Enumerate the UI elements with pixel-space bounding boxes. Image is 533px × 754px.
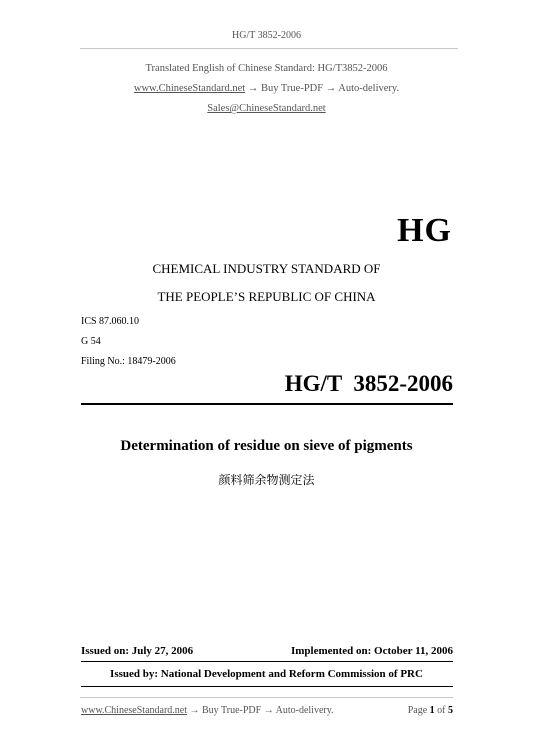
- header-divider: [80, 48, 458, 49]
- ccs-code: G 54: [81, 336, 101, 347]
- page-total: 5: [448, 705, 453, 716]
- issued-by: Issued by: National Development and Reform Commission of PRC: [110, 668, 423, 680]
- site-link[interactable]: www.ChineseStandard.net: [133, 83, 246, 94]
- page-label: Page: [407, 705, 428, 716]
- footer-divider: [80, 697, 453, 698]
- org-line-1: CHEMICAL INDUSTRY STANDARD OF: [152, 261, 381, 276]
- title-chinese: 颜料筛余物测定法: [218, 473, 315, 487]
- footer-promo-text: → Buy True-PDF → Auto-delivery.: [187, 705, 334, 716]
- title-english: Determination of residue on sieve of pigments: [120, 438, 413, 454]
- page-of: of: [437, 705, 446, 716]
- promo-line: [0, 83, 533, 94]
- issued-by-rule: [81, 686, 453, 687]
- email-line: [0, 103, 533, 114]
- page-indicator: [408, 705, 453, 716]
- footer-site-link[interactable]: www.ChineseStandard.net: [81, 705, 187, 716]
- standard-number: HG/T 3852-2006: [284, 371, 453, 396]
- standard-number-rule: [81, 403, 453, 405]
- filing-number: Filing No.: 18479-2006: [81, 356, 176, 367]
- dates-rule: [81, 661, 453, 662]
- email-link[interactable]: Sales@ChineseStandard.net: [207, 103, 326, 114]
- footer-promo: [81, 705, 334, 716]
- hg-logo: HG: [397, 212, 452, 249]
- promo-text: → Buy True-PDF → Auto-delivery.: [245, 83, 400, 94]
- ics-code: ICS 87.060.10: [81, 316, 140, 327]
- translated-note: Translated English of Chinese Standard: HG/T3852-2006: [145, 63, 388, 74]
- page-current: 1: [429, 705, 435, 716]
- implemented-on: Implemented on: October 11, 2006: [290, 645, 453, 657]
- issued-on: Issued on: July 27, 2006: [81, 645, 194, 657]
- org-line-2: THE PEOPLE’S REPUBLIC OF CHINA: [157, 289, 376, 304]
- running-header: HG/T 3852-2006: [232, 30, 301, 41]
